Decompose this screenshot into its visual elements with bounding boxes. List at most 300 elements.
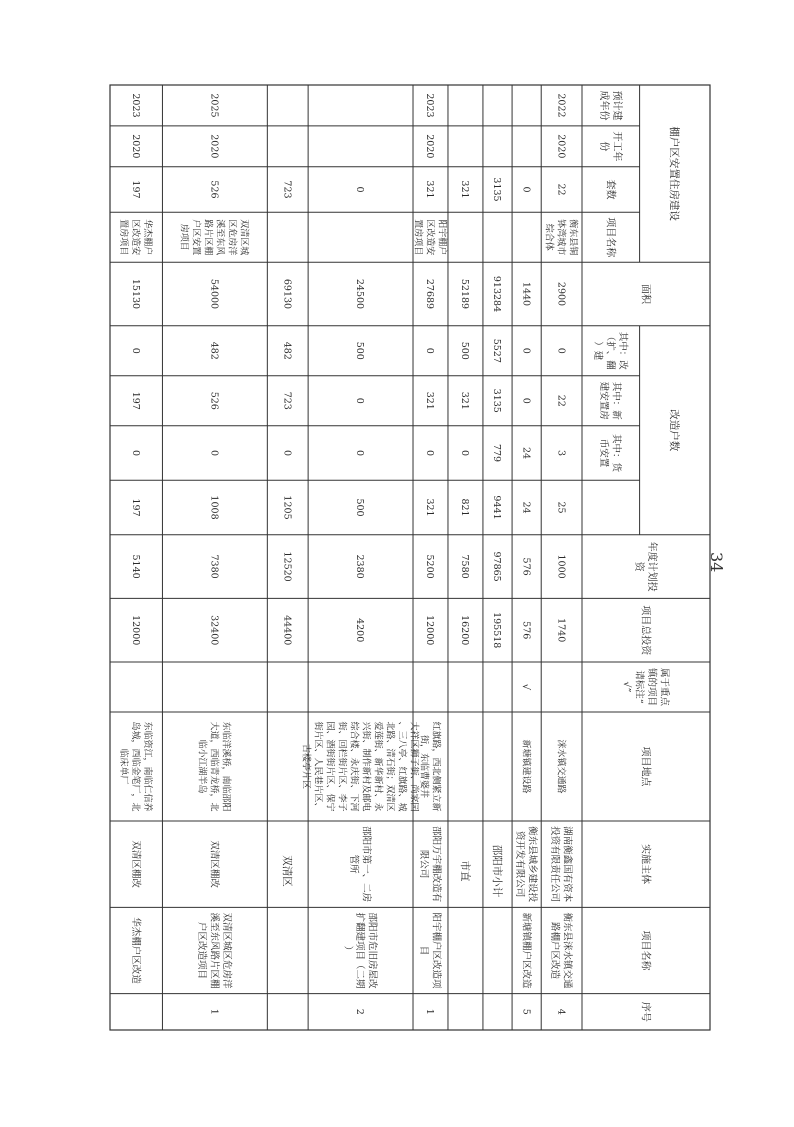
row-new-build-line: 0	[520, 397, 532, 404]
row-unit-line: 邵阳万宇棚改造有	[430, 826, 442, 903]
row-new-build-line: 197	[129, 391, 141, 410]
row-monetary	[130, 450, 141, 456]
row-area	[130, 279, 141, 309]
row-finish-year-line: 2023	[129, 93, 141, 118]
row-location-line: 东临洋溪桥，南临邵阳	[220, 721, 231, 812]
row-seq	[520, 1009, 531, 1015]
row-households	[459, 498, 470, 516]
header-households-sub-line: 其中：改	[616, 331, 628, 370]
header-households-sub-line: 其中：新	[610, 381, 622, 420]
row-housing-name	[179, 219, 251, 255]
row-total-invest-line: 195518	[491, 612, 503, 649]
row-unit	[418, 826, 443, 903]
row-finish-year	[555, 93, 566, 117]
row-area-line: 24500	[354, 278, 366, 310]
header-households-sub	[592, 332, 629, 371]
header-area-line: 面积	[639, 283, 651, 304]
row-annual-invest-line: 1000	[555, 554, 567, 579]
row-sets-line: 3135	[491, 177, 503, 202]
row-renovate	[354, 342, 365, 360]
row-renovate	[281, 342, 292, 360]
row-monetary-line: 0	[354, 449, 366, 457]
row-sets	[555, 183, 566, 195]
row-annual-invest-line: 7380	[208, 554, 220, 579]
header-key-town	[621, 668, 671, 707]
row-area	[209, 279, 220, 309]
row-seq-line: 2	[354, 1008, 366, 1015]
row-new-build-line: 526	[208, 391, 220, 410]
row-seq-line: 5	[520, 1008, 532, 1015]
row-location	[555, 739, 567, 793]
row-seq-line: 1	[208, 1008, 220, 1015]
row-location-line: 兴街、制作新村及邮电	[360, 721, 371, 812]
header-households-sub-line: 建安置房	[598, 381, 610, 420]
row-location	[520, 739, 532, 793]
row-housing-name-line: 衡东县铜	[567, 219, 578, 256]
header-households-group	[668, 409, 681, 451]
header-seq	[640, 1002, 653, 1022]
row-location-line: 东临资江，南临仁信养	[142, 721, 153, 812]
row-unit-line: 邵阳市第一、二房	[360, 826, 372, 903]
row-new-build	[424, 392, 435, 410]
row-start-year	[555, 134, 566, 158]
row-total-invest	[424, 615, 435, 645]
header-housing-sub-line: 项目名称	[604, 217, 616, 258]
row-new-build-line: 321	[459, 391, 471, 410]
row-new-build	[130, 392, 141, 410]
row-finish-year	[130, 93, 141, 117]
row-location-line: 洣水镇交通路	[555, 739, 566, 794]
row-housing-name-line: 区改造安	[424, 219, 435, 256]
row-total-invest-line: 32400	[208, 615, 220, 646]
row-housing-name-line: 置房项目	[118, 219, 129, 256]
row-renovate-line: 0	[129, 347, 141, 354]
row-location-line: 、三八亭、红旗路、城	[396, 721, 407, 812]
row-name-line: 新塘镇棚户区改造	[520, 912, 532, 989]
row-housing-name	[412, 219, 448, 255]
row-area	[459, 279, 470, 309]
row-start-year-line: 2020	[129, 134, 141, 159]
row-households	[354, 498, 365, 516]
row-seq-line: 4	[555, 1008, 567, 1015]
row-monetary-line: 0	[424, 449, 436, 457]
row-households-line: 25	[555, 501, 567, 514]
header-unit-line: 实施主体	[639, 844, 651, 885]
header-housing-sub	[598, 131, 624, 161]
row-area-line: 15130	[129, 278, 141, 310]
row-housing-name-line: 区改造安	[130, 219, 141, 256]
row-annual-invest	[459, 554, 470, 578]
row-households	[130, 498, 141, 516]
row-renovate-line: 500	[459, 341, 471, 360]
row-sets	[459, 180, 470, 198]
header-location	[640, 746, 653, 787]
header-annual-invest-line: 资	[633, 561, 644, 572]
row-housing-name-line: 阳宇棚户	[436, 219, 447, 256]
row-sets	[130, 180, 141, 198]
row-area-line: 27689	[424, 278, 436, 310]
row-households-line: 500	[354, 498, 366, 517]
row-location-line: 临床单厂	[118, 748, 129, 785]
row-annual-invest	[520, 558, 531, 576]
subtotal-label	[491, 845, 504, 898]
row-total-invest	[520, 621, 531, 639]
row-name-line: 扩翻建项目（二期	[354, 912, 366, 989]
row-unit-line: 投资有限责任公司	[549, 826, 561, 903]
row-sets-line: 321	[424, 180, 436, 199]
row-sets-line: 22	[555, 183, 567, 196]
row-monetary-line: 0	[459, 449, 471, 457]
row-annual-invest-line: 5200	[424, 554, 436, 579]
row-sets	[281, 180, 292, 198]
header-housing-sub-line: 成年份	[597, 90, 609, 121]
row-name-line: 双清区城区危房洋	[221, 912, 233, 989]
row-annual-invest-line: 7580	[459, 554, 471, 579]
row-housing-name-line: 区危房洋	[226, 219, 237, 256]
row-sets-line: 321	[459, 180, 471, 199]
row-housing-name	[118, 219, 154, 255]
row-area-line: 54000	[208, 278, 220, 310]
row-unit-line: 限公司	[417, 849, 429, 879]
row-sets-line: 0	[520, 186, 532, 193]
row-renovate-line: 5527	[491, 338, 503, 363]
row-name-line: 阳宇棚户区改造项	[430, 912, 442, 989]
header-key-town-line: √”	[620, 681, 632, 693]
row-unit-line: 湖南衡鑫国有资本	[561, 826, 573, 903]
row-sets-line: 197	[129, 180, 141, 199]
row-name	[418, 912, 443, 989]
header-housing-group	[668, 126, 681, 221]
row-location-line: 北路、清石街；双清区	[384, 721, 395, 812]
row-sets	[424, 180, 435, 198]
row-new-build	[491, 389, 502, 413]
row-households-line: 1008	[208, 495, 220, 520]
row-annual-invest	[130, 554, 141, 578]
header-households-sub-line: （扩、翻	[604, 331, 616, 370]
row-new-build-line: 321	[424, 391, 436, 410]
row-annual-invest	[209, 554, 220, 578]
row-housing-name	[543, 219, 579, 255]
row-total-invest-line: 12000	[424, 615, 436, 646]
row-new-build	[459, 392, 470, 410]
row-area-line: 2900	[555, 281, 567, 307]
row-renovate	[424, 348, 435, 354]
row-location-line: 新塘镇建设路	[520, 739, 531, 794]
row-start-year	[130, 134, 141, 158]
row-households-line: 9441	[491, 495, 503, 520]
row-start-year-line: 2020	[555, 134, 567, 159]
row-new-build-line: 22	[555, 394, 567, 407]
row-monetary	[424, 450, 435, 456]
table-cells	[118, 90, 681, 1021]
row-monetary-line: 0	[281, 449, 293, 457]
page-number: 34	[707, 552, 726, 573]
row-new-build-line: 0	[354, 397, 366, 404]
row-unit	[209, 840, 221, 888]
row-households	[491, 495, 502, 519]
row-renovate-line: 0	[424, 347, 436, 354]
row-unit	[549, 826, 574, 903]
row-total-invest	[555, 618, 566, 642]
header-unit	[640, 844, 653, 884]
row-monetary-line: 0	[129, 449, 141, 457]
header-households-sub	[598, 434, 623, 473]
row-start-year-line: 2020	[208, 134, 220, 159]
row-renovate-line: 482	[281, 341, 293, 360]
row-renovate	[555, 348, 566, 354]
header-area	[640, 284, 653, 305]
row-renovate-line: 500	[354, 341, 366, 360]
row-finish-year-line: 2023	[424, 93, 436, 118]
subtotal-label-line: 邵阳市小计	[490, 844, 503, 898]
row-sets	[520, 186, 531, 192]
row-start-year	[424, 134, 435, 158]
row-households-line: 321	[424, 498, 436, 517]
row-households-line: 24	[520, 501, 532, 514]
row-unit-line: 资开发有限公司	[514, 830, 526, 898]
header-key-town-line: 镇的项目	[645, 667, 657, 706]
row-households	[555, 501, 566, 513]
row-renovate-line: 482	[208, 341, 220, 360]
row-name-line: 衡东县洣水镇交通	[561, 912, 573, 989]
row-area-line: 913284	[491, 275, 503, 313]
row-name	[549, 912, 574, 989]
header-housing-sub-line: 套数	[604, 179, 616, 200]
row-renovate	[459, 342, 470, 360]
header-housing-sub	[604, 217, 616, 258]
row-total-invest	[209, 615, 220, 645]
row-annual-invest	[491, 551, 502, 581]
row-name	[130, 917, 142, 984]
row-location	[118, 721, 154, 811]
row-name-line: 华杰棚户区改造	[129, 917, 141, 984]
row-name-line: 邵阳市危旧房屋改	[366, 912, 378, 989]
row-sets-line: 723	[281, 180, 293, 199]
row-housing-name-line: 路片区棚	[202, 219, 213, 256]
row-total-invest	[459, 615, 470, 645]
row-monetary	[555, 450, 566, 456]
row-monetary	[281, 450, 292, 456]
row-total-invest	[491, 612, 502, 648]
row-sets	[354, 186, 365, 192]
header-name	[640, 930, 652, 971]
row-finish-year-line: 2025	[208, 93, 220, 118]
row-name-line: ）	[341, 945, 353, 956]
row-seq-line: 1	[424, 1008, 436, 1015]
row-location-line: 街，东临曹婆井	[418, 734, 429, 798]
row-annual-invest	[555, 554, 566, 578]
subtotal-label-line: 市直	[458, 860, 471, 882]
row-location-line: 园、酒街街片区、保宁	[324, 721, 335, 812]
row-location-line: 大道，西临青龙桥，北	[208, 721, 219, 812]
row-area	[555, 282, 566, 306]
row-location-line: 综合楼、永庆街、下河	[348, 721, 359, 812]
row-area-line: 69130	[281, 278, 293, 310]
row-households-line: 197	[129, 498, 141, 517]
row-monetary-line: 3	[555, 449, 567, 457]
row-housing-name-line: 房项目	[178, 223, 189, 251]
row-name	[520, 912, 532, 989]
row-total-invest-line: 576	[520, 621, 532, 640]
row-housing-name-line: 户区安置	[190, 219, 201, 256]
row-unit	[514, 826, 539, 903]
row-sets	[491, 177, 502, 201]
row-annual-invest	[424, 554, 435, 578]
row-seq	[209, 1009, 220, 1015]
header-housing-group-line: 棚户区安置住房建设	[668, 126, 681, 221]
row-annual-invest-line: 576	[520, 557, 532, 576]
row-location-line: 临小江湖半岛	[196, 739, 207, 794]
row-new-build-line: 3135	[491, 388, 503, 413]
row-key-town	[520, 684, 531, 691]
row-monetary	[520, 447, 531, 459]
subtotal-label-line: 双清区	[281, 855, 294, 887]
row-renovate	[209, 342, 220, 360]
header-total-invest	[640, 605, 653, 656]
row-total-invest-line: 1740	[555, 618, 567, 643]
header-key-town-line: 请标注“	[633, 670, 645, 704]
header-total-invest-line: 项目总投资	[639, 605, 651, 656]
row-sets	[209, 180, 220, 198]
row-location-line: 红旗路，西北侧紧立新	[430, 721, 441, 812]
header-name-line: 项目名称	[639, 930, 651, 971]
row-area-line: 1440	[520, 281, 532, 307]
header-housing-sub-line: 开工年	[610, 131, 622, 162]
row-name	[342, 912, 379, 989]
row-monetary	[209, 450, 220, 456]
row-start-year	[209, 134, 220, 158]
row-key-town-line: √	[520, 683, 532, 691]
row-unit-line: 管所	[347, 854, 359, 874]
row-households	[520, 501, 531, 513]
row-location	[418, 721, 442, 811]
header-households-sub-line: 币安置	[598, 438, 610, 468]
header-households-sub-line: ）建	[591, 341, 603, 361]
row-sets-line: 526	[208, 180, 220, 199]
row-annual-invest-line: 5140	[129, 554, 141, 579]
row-renovate	[520, 348, 531, 354]
row-location-line: 大祥区狮子街、尚家园	[408, 721, 419, 812]
header-key-town-line: 属于重点	[658, 667, 670, 706]
row-name-line: 路棚户区改造	[549, 921, 561, 980]
row-start-year-line: 2020	[424, 134, 436, 159]
row-finish-year-line: 2022	[555, 93, 567, 118]
row-unit	[130, 840, 142, 888]
row-annual-invest-line: 97865	[491, 551, 503, 582]
header-housing-sub	[604, 179, 617, 199]
row-households-line: 821	[459, 498, 471, 517]
row-housing-name-line: 溪至东风	[214, 219, 225, 256]
row-total-invest-line: 4200	[354, 618, 366, 643]
row-area	[281, 279, 292, 309]
row-monetary	[459, 450, 470, 456]
row-unit	[348, 826, 373, 902]
row-name-line: 户区改造项目	[196, 921, 208, 980]
row-name-line: 溪至东风路片区棚	[208, 912, 220, 989]
row-total-invest-line: 12000	[129, 615, 141, 646]
row-households	[281, 495, 292, 519]
header-annual-invest	[633, 542, 659, 592]
subtotal-label	[459, 860, 472, 881]
row-seq	[555, 1009, 566, 1015]
row-name	[196, 912, 233, 989]
row-households	[424, 498, 435, 516]
row-renovate	[491, 339, 502, 363]
row-renovate-line: 0	[520, 347, 532, 354]
row-households-line: 1205	[281, 495, 293, 520]
row-area	[424, 279, 435, 309]
row-housing-name-line: 双清区城	[238, 219, 249, 256]
row-total-invest-line: 44400	[281, 615, 293, 646]
row-total-invest	[130, 615, 141, 645]
header-annual-invest-line: 年度计划投	[646, 541, 657, 592]
row-location-line: 爱莲街、新华新村、永	[372, 721, 383, 812]
header-households-sub	[598, 382, 623, 421]
row-finish-year	[209, 93, 220, 117]
row-location-line: 街、回栏街片区、李子	[336, 721, 347, 812]
row-monetary	[491, 444, 502, 462]
row-annual-invest	[354, 554, 365, 578]
header-location-line: 项目地点	[639, 746, 651, 787]
row-location-line: 街片区、人民巷片区、	[312, 721, 323, 812]
row-housing-name-line: 置房项目	[412, 219, 423, 256]
row-total-invest	[354, 618, 365, 642]
row-monetary-line: 24	[520, 446, 532, 460]
row-monetary	[354, 450, 365, 456]
row-annual-invest	[281, 551, 292, 581]
row-new-build	[520, 398, 531, 404]
row-new-build	[209, 392, 220, 410]
row-sets-line: 0	[354, 186, 366, 193]
row-monetary-line: 0	[208, 449, 220, 457]
row-unit-line: 双清区棚改	[129, 840, 141, 888]
row-unit-line: 双清区棚改	[208, 840, 220, 888]
row-area	[491, 276, 502, 312]
row-housing-name-line: 钵湾城市	[555, 219, 566, 256]
subtotal-label	[281, 855, 294, 887]
row-renovate-line: 0	[555, 347, 567, 354]
row-location	[197, 721, 233, 811]
row-households	[209, 495, 220, 519]
row-total-invest-line: 16200	[459, 615, 471, 646]
row-finish-year	[424, 93, 435, 117]
row-unit-line: 衡东县城乡建设投	[526, 826, 538, 903]
header-seq-line: 序号	[639, 1001, 651, 1022]
row-name-line: 目	[417, 945, 429, 956]
row-location	[300, 721, 420, 811]
row-annual-invest-line: 2380	[354, 554, 366, 579]
row-area-line: 52189	[459, 278, 471, 310]
row-new-build-line: 723	[281, 391, 293, 410]
header-housing-sub-line: 份	[597, 141, 609, 152]
row-new-build	[281, 392, 292, 410]
row-housing-name-line: 综合体	[543, 223, 554, 251]
row-area	[520, 282, 531, 306]
row-housing-name-line: 华杰棚户	[142, 219, 153, 256]
row-new-build	[555, 395, 566, 407]
row-renovate	[130, 348, 141, 354]
row-location-line: 岛城，西临金笔厂，北	[130, 721, 141, 812]
row-new-build	[354, 398, 365, 404]
row-monetary-line: 779	[491, 443, 503, 463]
row-area	[354, 279, 365, 309]
header-housing-sub-line: 预计建	[610, 90, 622, 121]
header-households-group-line: 改造户数	[668, 409, 681, 452]
header-housing-sub	[598, 90, 624, 120]
header-households-sub-line: 其中：货	[610, 433, 622, 473]
row-location-line: 古楼亭片区	[300, 743, 311, 789]
row-seq	[354, 1009, 365, 1015]
